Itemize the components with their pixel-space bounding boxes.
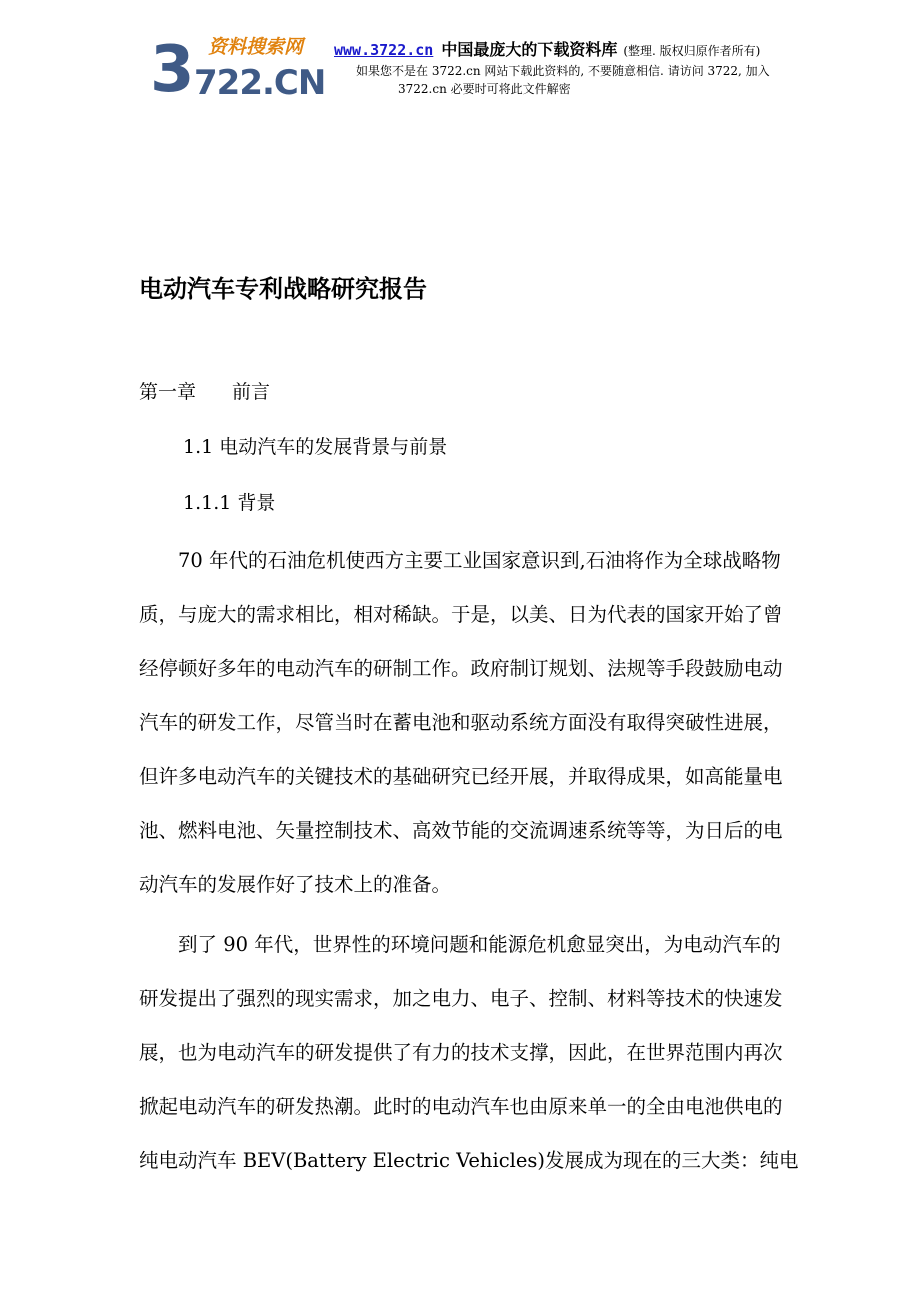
paragraph-line: 70 年代的石油危机使西方主要工业国家意识到,石油将作为全球战略物	[139, 549, 781, 572]
paragraph-line: 展，也为电动汽车的研发提供了有力的技术支撑，因此，在世界范围内再次	[139, 1041, 783, 1064]
site-link[interactable]: www.3722.cn	[334, 41, 434, 59]
logo-tagline: 资料搜索网	[208, 36, 304, 58]
chapter-title: 前言	[232, 381, 271, 403]
paragraph-line: 动汽车的发展作好了技术上的准备。	[139, 873, 452, 896]
section-heading-1-1: 1.1 电动汽车的发展背景与前景	[183, 436, 448, 458]
header-line-1	[334, 40, 760, 61]
paragraph-line: 但许多电动汽车的关键技术的基础研究已经开展，并取得成果，如高能量电	[139, 765, 783, 788]
logo-number: 722.CN	[194, 63, 326, 103]
header-line-2: 如果您不是在 3722.cn 网站下载此资料的, 不要随意相信. 请访问 3722, 加入	[356, 64, 770, 78]
site-logo[interactable]	[150, 33, 340, 107]
section-heading-1-1-1: 1.1.1 背景	[183, 492, 276, 514]
paragraph-line: 掀起电动汽车的研发热潮。此时的电动汽车也由原来单一的全由电池供电的	[139, 1095, 783, 1118]
paragraph-2	[139, 918, 861, 1188]
logo-digit: 3	[150, 33, 193, 107]
paragraph-line: 汽车的研发工作，尽管当时在蓄电池和驱动系统方面没有取得突破性进展，	[139, 711, 783, 734]
chapter-heading	[139, 377, 270, 407]
chapter-number: 第一章	[139, 381, 197, 403]
header-note: (整理. 版权归原作者所有)	[623, 44, 761, 58]
paragraph-line: 研发提出了强烈的现实需求，加之电力、电子、控制、材料等技术的快速发	[139, 987, 783, 1010]
header-main-text: 中国最庞大的下载资料库	[441, 40, 618, 59]
page-header	[0, 0, 920, 110]
paragraph-line: 质，与庞大的需求相比，相对稀缺。于是，以美、日为代表的国家开始了曾	[139, 603, 783, 626]
paragraph-line: 到了 90 年代，世界性的环境问题和能源危机愈显突出，为电动汽车的	[139, 933, 781, 956]
document-title: 电动汽车专利战略研究报告	[139, 275, 427, 303]
paragraph-line: 纯电动汽车 BEV(Battery Electric Vehicles)发展成为现在的三大类：纯电	[139, 1149, 799, 1172]
paragraph-line: 池、燃料电池、矢量控制技术、高效节能的交流调速系统等等，为日后的电	[139, 819, 783, 842]
header-line-3: 3722.cn 必要时可将此文件解密	[398, 82, 571, 96]
paragraph-1	[139, 534, 861, 912]
paragraph-line: 经停顿好多年的电动汽车的研制工作。政府制订规划、法规等手段鼓励电动	[139, 657, 783, 680]
